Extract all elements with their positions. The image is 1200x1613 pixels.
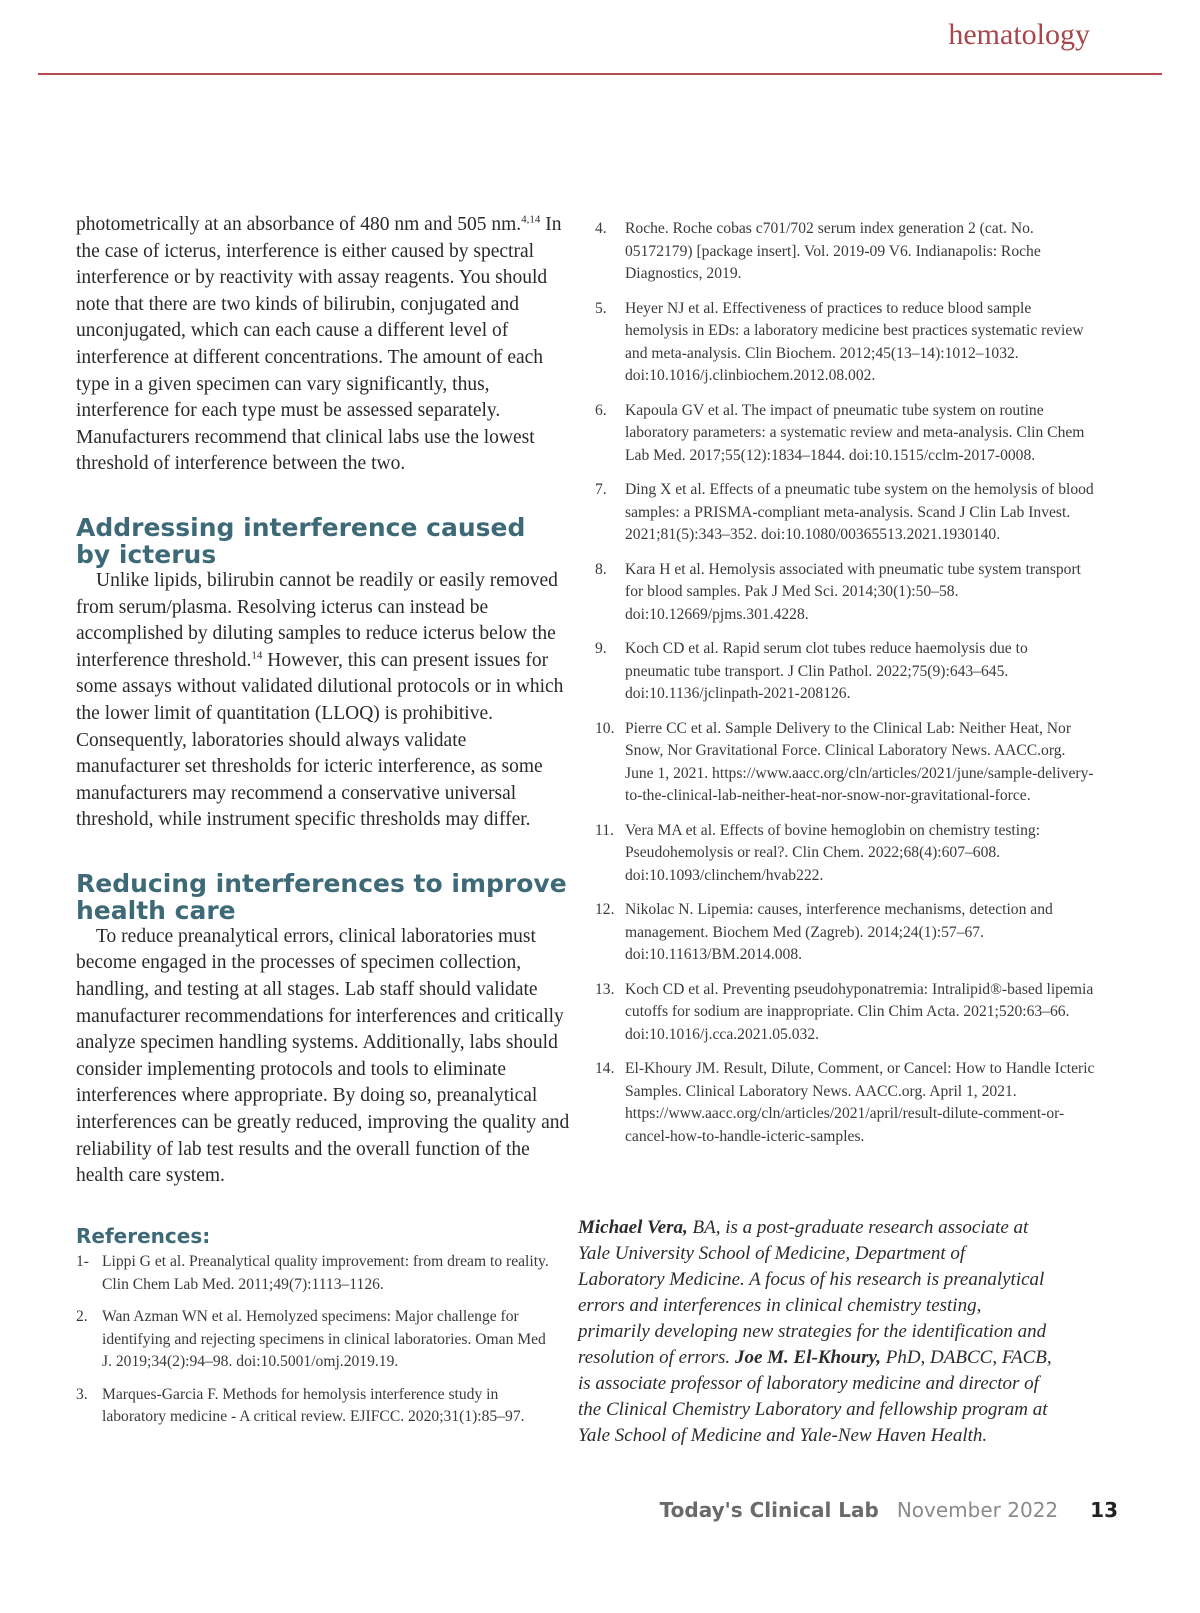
left-column xyxy=(76,212,574,1190)
author-name-el-khoury: Joe M. El-Khoury, xyxy=(734,1347,881,1368)
section-heading-icterus xyxy=(76,514,574,568)
reducing-paragraph: To reduce preanalytical errors, clinical laboratories must become engaged in the processes of specimen collection, handling, and testing at all stages. Lab staff should validate manufacturer recommendations for interferences and critically analyze specimen handling systems. Additionally, labs should consider implementing protocols and tools to eliminate interferences where appropriate. By doing so, preanalytical interferences can be greatly reduced, improving the quality and reliability of lab test results and the overall function of the health care system. xyxy=(76,925,570,1187)
reference-number: 10. xyxy=(595,719,615,737)
reference-item xyxy=(595,899,1095,967)
reference-text: Nikolac N. Lipemia: causes, interference mechanisms, detection and management. Biochem Med (Zagreb). 2014;24(1):57–67. doi:10.11613/BM.2014.008. xyxy=(625,901,1053,963)
heading-line-1: Reducing interferences to improve xyxy=(76,868,567,898)
reference-number: 9. xyxy=(595,640,607,657)
reference-text: Lippi G et al. Preanalytical quality improvement: from dream to reality. Clin Chem Lab Med. 2011;49(7):1113–1126. xyxy=(102,1253,549,1293)
publication-name: Today's Clinical Lab xyxy=(659,1498,879,1522)
author-bio xyxy=(578,1215,1056,1449)
reference-item xyxy=(76,1306,556,1374)
reference-item xyxy=(595,400,1095,468)
reference-number: 14. xyxy=(595,1060,615,1077)
author-name-vera: Michael Vera, xyxy=(578,1217,688,1238)
intro-text-start: photometrically at an absorbance of 480 nm and 505 nm. xyxy=(76,214,522,235)
intro-text-end: In the case of icterus, interference is either caused by spectral interference or by reactivity with assay reagents. You should note that there are two kinds of bilirubin, conjugated and unconjugated, which can each cause a different level of interference at different concentrations. The amount of each type in a given specimen can vary significantly, thus, interference for each type must be assessed separately. Manufacturers recommend that clinical labs use the lowest threshold of interference between the two. xyxy=(76,214,562,475)
reference-item xyxy=(595,718,1095,808)
citation-superscript: 4,14 xyxy=(521,213,541,226)
heading-line-1: Addressing interference caused xyxy=(76,512,526,542)
page-footer xyxy=(660,1498,1118,1522)
citation-superscript: 14 xyxy=(251,649,263,662)
issue-date: November 2022 xyxy=(896,1498,1059,1522)
reference-item xyxy=(595,218,1095,286)
reference-text: Marques-Garcia F. Methods for hemolysis interference study in laboratory medicine - A critical review. EJIFCC. 2020;31(1):85–97. xyxy=(102,1385,525,1425)
reference-number: 1- xyxy=(76,1253,89,1270)
reference-number: 12. xyxy=(595,901,615,918)
reference-text: Vera MA et al. Effects of bovine hemoglobin on chemistry testing: Pseudohemolysis or real?. Clin Chem. 2022;68(4):607–608. doi:10.1093/clinchem/hvab222. xyxy=(625,821,1041,884)
reference-number: 13. xyxy=(595,980,615,998)
reference-item xyxy=(595,820,1095,888)
references-heading: References: xyxy=(76,1224,211,1248)
reference-item xyxy=(595,638,1095,706)
reference-text: Ding X et al. Effects of a pneumatic tube system on the hemolysis of blood samples: a PRISMA-compliant meta-analysis. Scand J Clin Lab Invest. 2021;81(5):343–352. doi:10.1080/00365513.2021.1930140. xyxy=(625,481,1094,543)
reference-text: Pierre CC et al. Sample Delivery to the Clinical Lab: Neither Heat, Nor Snow, Nor Gravitational Force. Clinical Laboratory News. AACC.org. June 1, 2021. https://www.aacc.org/cln/articles/2021/june/sample-delivery-to-the-clinical-lab-neither-heat-nor-snow-nor-gravitational-force. xyxy=(625,719,1094,804)
reference-number: 5. xyxy=(595,299,607,317)
author-bio-vera: BA, is a post-graduate research associate at Yale University School of Medicine, Department of Laboratory Medicine. A focus of his research is preanalytical errors and interferences in clinical chemistry testing, primarily developing new strategies for the identification and resolution of errors. xyxy=(578,1217,1047,1368)
reference-list-left xyxy=(76,1251,556,1439)
reference-number: 2. xyxy=(76,1308,88,1325)
reference-text: Kara H et al. Hemolysis associated with pneumatic tube system transport for blood samples. Pak J Med Sci. 2014;30(1):50–58. doi:10.12669/pjms.301.4228. xyxy=(625,560,1082,623)
reference-item xyxy=(595,1058,1095,1148)
section-label: hematology xyxy=(948,18,1090,51)
reference-text: Koch CD et al. Preventing pseudohyponatremia: Intralipid®-based lipemia cutoffs for sodium are inappropriate. Clin Chim Acta. 2021;520:63–66. doi:10.1016/j.cca.2021.05.032. xyxy=(625,980,1094,1043)
heading-line-2: by icterus xyxy=(76,539,217,569)
reference-item xyxy=(76,1251,556,1296)
reference-item xyxy=(595,479,1095,547)
icterus-paragraph xyxy=(76,568,574,834)
reference-number: 3. xyxy=(76,1385,88,1403)
right-column xyxy=(595,218,1095,1160)
reference-number: 11. xyxy=(595,821,614,839)
reference-number: 8. xyxy=(595,560,607,578)
reference-item xyxy=(595,298,1095,388)
page-number: 13 xyxy=(1090,1498,1118,1522)
reference-text: Wan Azman WN et al. Hemolyzed specimens: Major challenge for identifying and rejecting specimens in clinical laboratories. Oman Med J. 2019;34(2):94–98. doi:10.5001/omj.2019.19. xyxy=(102,1308,546,1370)
header-rule xyxy=(38,73,1162,75)
reference-list-right xyxy=(595,218,1095,1148)
reference-text: Roche. Roche cobas c701/702 serum index generation 2 (cat. No. 05172179) [package insert]. Vol. 2019-09 V6. Indianapolis: Roche Diagnostics, 2019. xyxy=(625,220,1041,282)
reference-text: Koch CD et al. Rapid serum clot tubes reduce haemolysis due to pneumatic tube transport. J Clin Pathol. 2022;75(9):643–645. doi:10.1136/jclinpath-2021-208126. xyxy=(625,640,1028,702)
reference-number: 6. xyxy=(595,401,607,419)
reference-number: 7. xyxy=(595,481,607,498)
reference-text: Kapoula GV et al. The impact of pneumatic tube system on routine laboratory parameters: a systematic review and meta-analysis. Clin Chem Lab Med. 2017;55(12):1834–1844. doi:10.1515/cclm-2017-0008. xyxy=(625,401,1085,464)
section-heading-reducing xyxy=(76,870,574,924)
reference-number: 4. xyxy=(595,220,607,237)
heading-line-2: health care xyxy=(76,895,236,925)
reference-text: El-Khoury JM. Result, Dilute, Comment, or Cancel: How to Handle Icteric Samples. Clinical Laboratory News. AACC.org. April 1, 2021. https://www.aacc.org/cln/articles/2021/april/result-dilute-comment-or-cancel-how-to-handle-icteric-samples. xyxy=(625,1060,1095,1145)
reference-item xyxy=(76,1384,556,1429)
reference-item xyxy=(595,979,1095,1047)
icterus-text-start: Unlike lipids, bilirubin cannot be readily or easily removed from serum/plasma. Resolving icterus can instead be accomplished by diluting samples to reduce icterus below the interference threshold. xyxy=(76,569,558,671)
reference-text: Heyer NJ et al. Effectiveness of practices to reduce blood sample hemolysis in EDs: a laboratory medicine best practices systematic review and meta-analysis. Clin Biochem. 2012;45(13–14):1012–1032. doi:10.1016/j.clinbiochem.2012.08.002. xyxy=(625,299,1084,384)
intro-paragraph xyxy=(76,212,574,478)
reference-item xyxy=(595,559,1095,627)
icterus-text-end: However, this can present issues for some assays without validated dilutional protocols or in which the lower limit of quantitation (LLOQ) is prohibitive. Consequently, laboratories should always validate manufacturer set thresholds for icteric interference, as some manufacturers may recommend a conservative universal threshold, while instrument specific thresholds may differ. xyxy=(76,649,564,831)
author-bio-el-khoury: PhD, DABCC, FACB, is associate professor of laboratory medicine and director of the Clinical Chemistry Laboratory and fellowship program at Yale School of Medicine and Yale-New Haven Health. xyxy=(578,1347,1052,1446)
